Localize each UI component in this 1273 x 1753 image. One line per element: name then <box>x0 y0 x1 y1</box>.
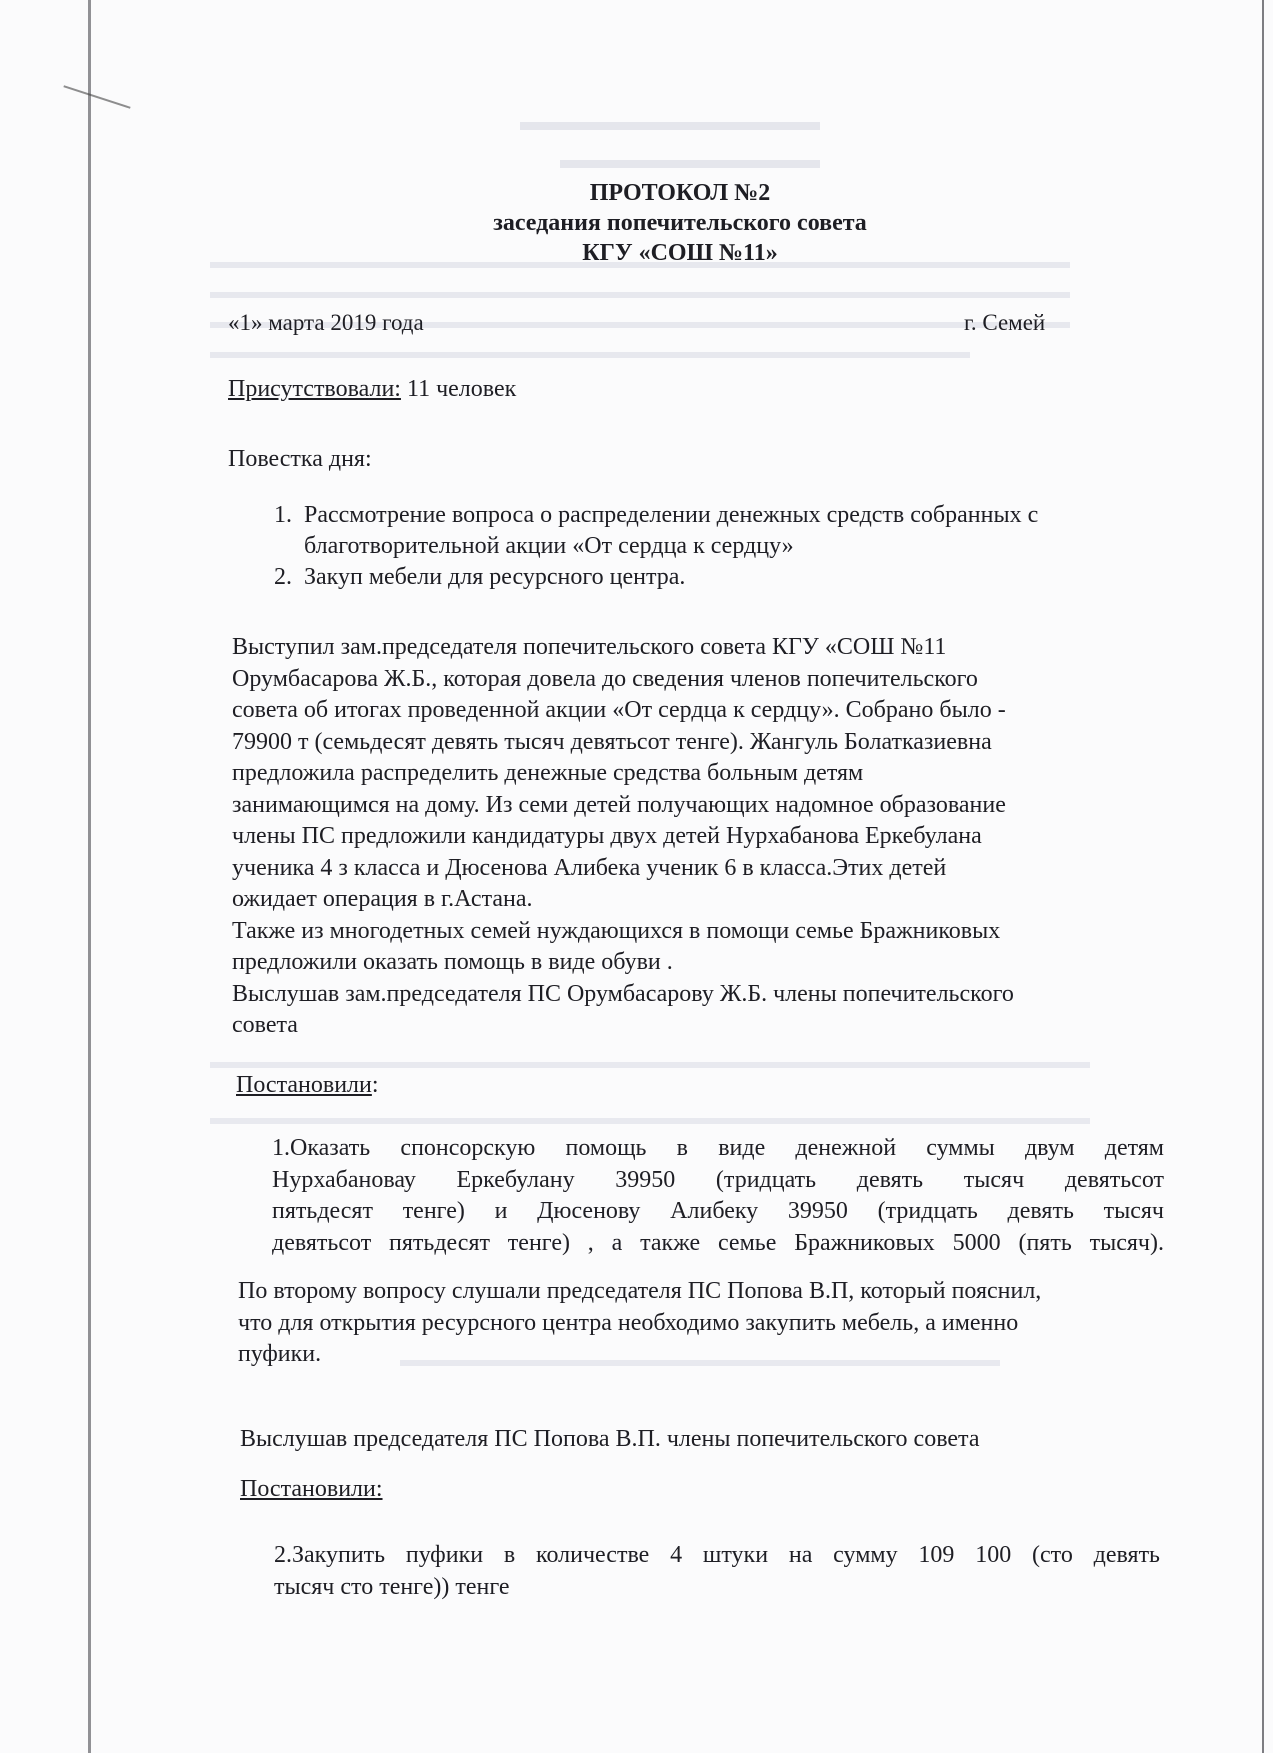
protocol-subtitle: заседания попечительского совета <box>493 210 867 236</box>
text-line: что для открытия ресурсного центра необходимо закупить мебель, а именно <box>238 1309 1019 1336</box>
protocol-title: ПРОТОКОЛ №2 <box>589 180 771 206</box>
text-line: По второму вопросу слушали председателя ПС Попова В.П, который пояснил, <box>238 1278 1042 1304</box>
text-line: Выступил зам.председателя попечительского совета КГУ «СОШ №11 <box>232 634 947 660</box>
attendance <box>228 374 516 404</box>
text-line: ожидает операция в г.Астана. <box>232 886 533 912</box>
text-line: Орумбасарова Ж.Б., которая довела до сведения членов попечительского <box>232 665 978 692</box>
resolution-second <box>274 1540 1160 1603</box>
agenda-item: 1. Рассмотрение вопроса о распределении денежных средств собранных с благотворительной акции «От сердца к сердцу» <box>298 500 1198 562</box>
speech-first-question <box>232 632 1192 1042</box>
text-line: 79900 т (семьдесят девять тысяч девятьсот тенге). Жангуль Болатказиевна <box>232 728 992 755</box>
text-line: пуфики. <box>238 1341 322 1367</box>
text-line: пятьдесят тенге) и Дюсенову Алибеку 39950 (тридцать девять тысяч <box>272 1198 1164 1224</box>
text-line: совета <box>232 1012 298 1038</box>
resolution-label: Постановили <box>236 1072 372 1098</box>
text-line: 1.Оказать спонсорскую помощь в виде денежной суммы двум детям <box>272 1135 1164 1161</box>
resolution-first <box>272 1133 1164 1259</box>
scan-right-edge <box>1262 0 1264 1753</box>
meeting-date: «1» марта 2019 года <box>228 310 424 335</box>
speech-second-question <box>238 1276 1198 1371</box>
attendance-value: 11 человек <box>400 376 517 402</box>
text-line: ученика 4 з класса и Дюсенова Алибека ученик 6 в класса.Этих детей <box>232 854 947 881</box>
resolution-colon: : <box>371 1072 379 1098</box>
text-line: 2.Закупить пуфики в количестве 4 штуки на сумму 109 100 (сто девять <box>274 1542 1160 1568</box>
text-line: занимающимся на дому. Из семи детей получающих надомное образование <box>232 791 1006 818</box>
scan-mark <box>63 85 130 109</box>
text-line: предложила распределить денежные средства больным детям <box>232 760 864 786</box>
agenda-label: Повестка дня: <box>228 446 372 472</box>
agenda-item: 2. Закуп мебели для ресурсного центра. <box>298 562 1198 593</box>
text-line: Нурхабановау Еркебулану 39950 (тридцать девять тысяч девятьсот <box>272 1166 1164 1193</box>
text-line: совета об итогах проведенной акции «От сердца к сердцу». Собрано было - <box>232 697 1006 723</box>
resolution-heading <box>236 1070 379 1100</box>
text-line: Также из многодетных семей нуждающихся в помощи семье Бражниковых <box>232 917 1001 944</box>
resolution-heading-second <box>240 1474 383 1504</box>
organization-name: КГУ «СОШ №11» <box>582 240 778 266</box>
text-line: тысяч сто тенге)) тенге <box>274 1573 510 1600</box>
scan-left-edge <box>88 0 91 1753</box>
text-line: Выслушав зам.председателя ПС Орумбасарову Ж.Б. члены попечительского <box>232 980 1014 1007</box>
attendance-label: Присутствовали: <box>228 376 401 402</box>
resolution-label-second: Постановили: <box>240 1476 383 1502</box>
text-line: предложили оказать помощь в виде обуви . <box>232 949 673 975</box>
listened-second: Выслушав председателя ПС Попова В.П. члены попечительского совета <box>240 1426 980 1452</box>
text-line: члены ПС предложили кандидатуры двух детей Нурхабанова Еркебулана <box>232 823 982 849</box>
meeting-city: г. Семей <box>964 310 1046 335</box>
protocol-header <box>380 178 980 268</box>
text-line: девятьсот пятьдесят тенге) , а также семье Бражниковых 5000 (пять тысяч). <box>272 1229 1164 1256</box>
agenda-list <box>262 500 1198 593</box>
